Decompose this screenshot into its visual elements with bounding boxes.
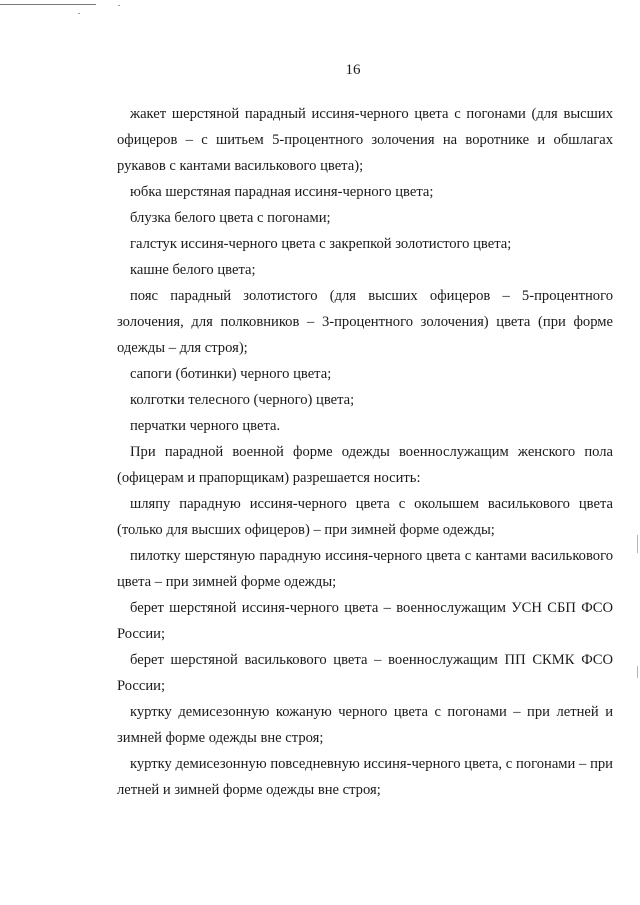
paragraph: колготки телесного (черного) цвета; — [130, 392, 355, 408]
paragraph: юбка шерстяная парадная иссиня-черного цвета; — [130, 184, 434, 200]
document-body — [117, 101, 613, 803]
scan-edge-mark — [637, 535, 638, 553]
paragraph: сапоги (ботинки) черного цвета; — [130, 366, 332, 382]
paragraph: пилотку шерстяную парадную иссиня-черного цвета с кантами василькового цвета – при зимней форме одежды; — [117, 548, 613, 590]
paragraph: При парадной военной форме одежды военнослужащим женского пола (офицерам и прапорщикам) разрешается носить: — [117, 444, 613, 486]
page-number: 16 — [345, 62, 361, 78]
paragraph: берет шерстяной иссиня-черного цвета – военнослужащим УСН СБП ФСО России; — [117, 600, 613, 642]
paragraph: галстук иссиня-черного цвета с закрепкой золотистого цвета; — [130, 236, 512, 252]
paragraph: блузка белого цвета с погонами; — [130, 210, 331, 226]
paragraph: жакет шерстяной парадный иссиня-черного цвета с погонами (для высших офицеров – с шитьем 5-процентного золочения на воротнике и обшлагах рукавов с кантами василькового цвета); — [117, 106, 613, 174]
paragraph: кашне белого цвета; — [130, 262, 256, 278]
paragraph: куртку демисезонную кожаную черного цвета с погонами – при летней и зимней форме одежды вне строя; — [117, 704, 613, 746]
scan-speck — [118, 5, 120, 6]
paragraph: пояс парадный золотистого (для высших офицеров – 5-процентного золочения, для полковников – 3-процентного золочения) цвета (при форме одежды – для строя); — [117, 288, 613, 356]
paragraph: куртку демисезонную повседневную иссиня-черного цвета, с погонами – при летней и зимней форме одежды вне строя; — [117, 756, 613, 798]
scan-edge-mark — [637, 666, 638, 678]
scan-speck — [78, 13, 80, 14]
paragraph: шляпу парадную иссиня-черного цвета с околышем василькового цвета (только для высших офицеров) – при зимней форме одежды; — [117, 496, 613, 538]
scan-border-line — [0, 4, 96, 5]
paragraph: берет шерстяной василькового цвета – военнослужащим ПП СКМК ФСО России; — [117, 652, 613, 694]
paragraph: перчатки черного цвета. — [130, 418, 281, 434]
